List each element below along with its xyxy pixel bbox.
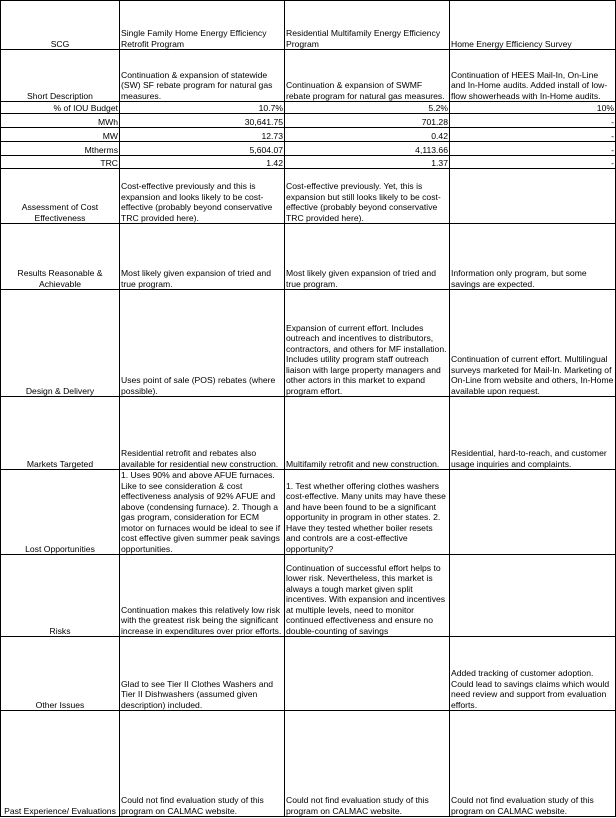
row-label: Past Experience/ Evaluations: [1, 711, 120, 817]
cell-col3: Residential, hard-to-reach, and customer usage inquiries and complaints.: [450, 397, 616, 470]
metric-row-trc: [1, 156, 616, 169]
cell-col2: Continuation of successful effort helps to lower risk. Nevertheless, this market is always a tough market given split incentives. With expansion and incentives at multiple levels, need to monitor continued effectiveness and ensure no double-counting of savings: [285, 555, 450, 637]
metric-row-budget: [1, 102, 616, 114]
metric-col2: 701.28: [285, 114, 450, 128]
metric-col3: -: [450, 156, 616, 169]
row-label: Other Issues: [1, 637, 120, 711]
cell-col2: Most likely given expansion of tried and true program.: [285, 224, 450, 290]
col2-header: Residential Multifamily Energy Efficiency Program: [285, 1, 450, 50]
metric-col1: 30,641.75: [120, 114, 285, 128]
cell-col3: [450, 555, 616, 637]
metric-col3: 10%: [450, 102, 616, 114]
design-row: [1, 290, 616, 397]
row-label: Results Reasonable & Achievable: [1, 224, 120, 290]
cell-col2: Expansion of current effort. Includes outreach and incentives to distributors, contractors, and others for MF installation. Includes utility program staff outreach liaison with large property managers and other actors in this market to expand program effort.: [285, 290, 450, 397]
cell-col3: Could not find evaluation study of this program on CALMAC website.: [450, 711, 616, 817]
cell-col3: Added tracking of customer adoption. Could lead to savings claims which would need review and support from evaluation efforts.: [450, 637, 616, 711]
metric-label: MWh: [1, 114, 120, 128]
metric-label: Mtherms: [1, 142, 120, 156]
metric-label: TRC: [1, 156, 120, 169]
metric-col1: 10.7%: [120, 102, 285, 114]
col3-header: Home Energy Efficiency Survey: [450, 1, 616, 50]
risks-row: [1, 555, 616, 637]
cell-col1: 1. Uses 90% and above AFUE furnaces. Like to see consideration & cost effectiveness analysis of 92% AFUE and above (condensing furnace). 2. Though a gas program, consideration for ECM motor on furnaces would be ideal to see if cost effective given summer peak savings opportunities.: [120, 470, 285, 555]
metric-col2: 5.2%: [285, 102, 450, 114]
metric-row-mwh: [1, 114, 616, 128]
metric-col1: 12.73: [120, 128, 285, 142]
cell-col1: Continuation makes this relatively low risk with the greatest risk being the significant increase in expenditures over prior efforts.: [120, 555, 285, 637]
row-label: Risks: [1, 555, 120, 637]
metric-col2: 0.42: [285, 128, 450, 142]
past-experience-row: [1, 711, 616, 817]
cell-col1: Residential retrofit and rebates also available for residential new construction.: [120, 397, 285, 470]
metric-col2: 4,113.66: [285, 142, 450, 156]
cell-col1: Most likely given expansion of tried and true program.: [120, 224, 285, 290]
cell-col2: [285, 637, 450, 711]
results-row: [1, 224, 616, 290]
scg-label: SCG: [1, 1, 120, 50]
header-row: [1, 1, 616, 50]
cell-col3: Information only program, but some savings are expected.: [450, 224, 616, 290]
cell-col3: [450, 169, 616, 224]
cell-col2: 1. Test whether offering clothes washers cost-effective. Many units may have these and have been found to be a significant opportunity in program in other states. 2. Have they tested whether boiler resets and controls are a cost-effective opportunity?: [285, 470, 450, 555]
metric-col1: 5,604.07: [120, 142, 285, 156]
lost-opportunities-row: [1, 470, 616, 555]
metric-row-mw: [1, 128, 616, 142]
assessment-row: [1, 169, 616, 224]
markets-row: [1, 397, 616, 470]
metric-col3: -: [450, 142, 616, 156]
cell-col3: Continuation of current effort. Multilingual surveys marketed for Mail-In. Marketing of On-Line from website and others, In-Home available upon request.: [450, 290, 616, 397]
metric-col3: -: [450, 114, 616, 128]
metric-row-mtherms: [1, 142, 616, 156]
metric-col1: 1.42: [120, 156, 285, 169]
cell-col2: Continuation & expansion of SWMF rebate program for natural gas measures.: [285, 50, 450, 102]
cell-col1: Uses point of sale (POS) rebates (where possible).: [120, 290, 285, 397]
cell-col1: Cost-effective previously and this is expansion and looks likely to be cost-effective (probably beyond conservative TRC provided here).: [120, 169, 285, 224]
cell-col1: Glad to see Tier II Clothes Washers and Tier II Dishwashers (assumed given description) included.: [120, 637, 285, 711]
cell-col2: Cost-effective previously. Yet, this is expansion but still looks likely to be cost-effective (probably beyond conservative TRC provided here).: [285, 169, 450, 224]
cell-col2: Could not find evaluation study of this program on CALMAC website.: [285, 711, 450, 817]
cell-col1: Could not find evaluation study of this program on CALMAC website.: [120, 711, 285, 817]
row-label: Short Description: [1, 50, 120, 102]
row-label: Lost Opportunities: [1, 470, 120, 555]
metric-label: MW: [1, 128, 120, 142]
metric-label: % of IOU Budget: [1, 102, 120, 114]
row-label: Markets Targeted: [1, 397, 120, 470]
other-issues-row: [1, 637, 616, 711]
row-label: Design & Delivery: [1, 290, 120, 397]
metric-col3: -: [450, 128, 616, 142]
cell-col3: [450, 470, 616, 555]
cell-col1: Continuation & expansion of statewide (SW) SF rebate program for natural gas measures.: [120, 50, 285, 102]
cell-col2: Multifamily retrofit and new construction.: [285, 397, 450, 470]
col1-header: Single Family Home Energy Efficiency Retrofit Program: [120, 1, 285, 50]
short-description-row: [1, 50, 616, 102]
row-label: Assessment of Cost Effectiveness: [1, 169, 120, 224]
cell-col3: Continuation of HEES Mail-In, On-Line and In-Home audits. Added install of low-flow showerheads with In-Home audits.: [450, 50, 616, 102]
metric-col2: 1.37: [285, 156, 450, 169]
